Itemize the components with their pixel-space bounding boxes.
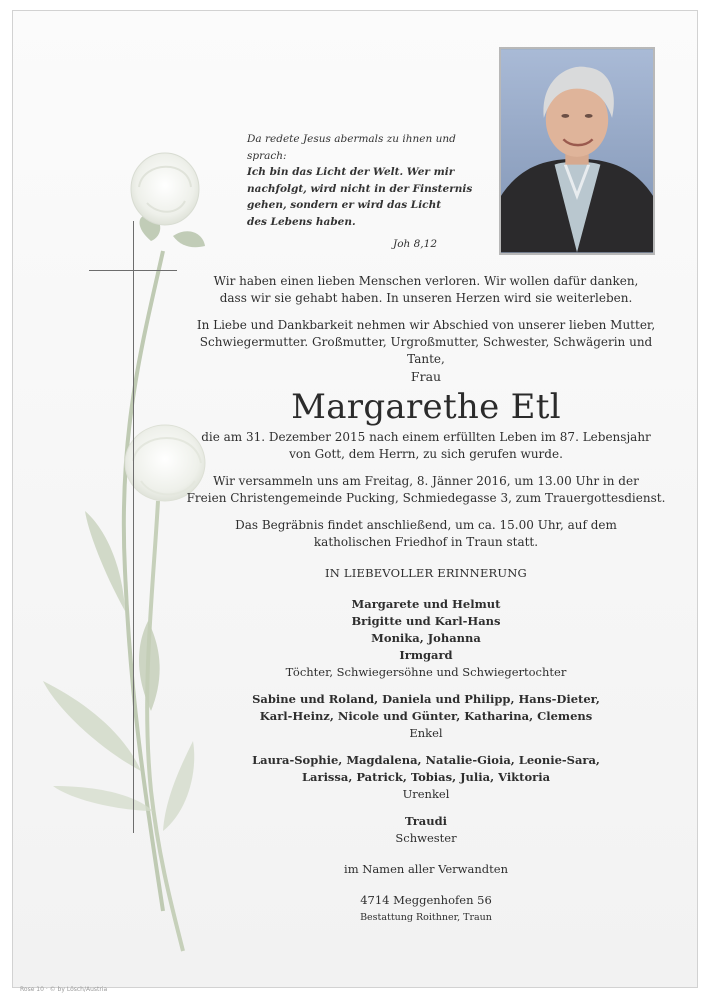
- mourner-name: Traudi: [404, 814, 447, 828]
- verse-quote-line: des Lebens haben.: [247, 215, 356, 228]
- verse-quote-line: gehen, sondern er wird das Licht: [247, 199, 442, 211]
- funeral-home: Bestattung Roithner, Traun: [360, 912, 492, 923]
- farewell-line: Schwiegermutter. Großmutter, Urgroßmutter, Schwester, Schwägerin und Tante,: [199, 335, 653, 366]
- mourner-name: Karl-Heinz, Nicole und Günter, Katharina, Clemens: [259, 709, 593, 723]
- portrait-photo: [499, 47, 655, 255]
- death-line: von Gott, dem Herrn, zu sich gerufen wurde.: [289, 447, 563, 461]
- deceased-name: Margarethe Etl: [291, 387, 561, 427]
- memory-heading: IN LIEBEVOLLER ERINNERUNG: [325, 566, 527, 580]
- salutation: Frau: [410, 369, 442, 384]
- death-line: die am 31. Dezember 2015 nach einem erfüllten Leben im 87. Lebensjahr: [201, 430, 651, 444]
- mourner-relation: Urenkel: [402, 787, 450, 801]
- burial-line: Das Begräbnis findet anschließend, um ca. 15.00 Uhr, auf dem: [235, 518, 617, 532]
- farewell-line: In Liebe und Dankbarkeit nehmen wir Abschied von unserer lieben Mutter,: [196, 318, 656, 332]
- mourner-name: Larissa, Patrick, Tobias, Julia, Viktoria: [301, 770, 551, 784]
- mourner-name: Monika, Johanna: [371, 631, 481, 645]
- mourner-name: Sabine und Roland, Daniela und Philipp, Hans-Dieter,: [252, 692, 600, 706]
- obituary-main-text: [181, 273, 671, 926]
- mourner-relation: Töchter, Schwiegersöhne und Schwiegertochter: [285, 665, 567, 679]
- intro-line: Wir haben einen lieben Menschen verloren. Wir wollen dafür danken,: [213, 274, 639, 288]
- mourner-name: Laura-Sophie, Magdalena, Natalie-Gioia, Leonie-Sara,: [252, 753, 600, 767]
- burial-line: katholischen Friedhof in Traun statt.: [313, 535, 539, 549]
- on-behalf-line: im Namen aller Verwandten: [344, 862, 508, 876]
- mourner-name: Margarete und Helmut: [351, 597, 501, 611]
- cross-horizontal-line: [89, 270, 177, 271]
- verse-intro-line: sprach:: [247, 149, 287, 162]
- mourner-relation: Schwester: [395, 831, 457, 845]
- bible-verse: [247, 131, 487, 253]
- verse-quote-line: nachfolgt, wird nicht in der Finsternis: [247, 182, 473, 195]
- intro-line: dass wir sie gehabt haben. In unseren Herzen wird sie weiterleben.: [219, 291, 633, 305]
- mourner-name: Brigitte und Karl-Hans: [351, 614, 501, 628]
- footer-note: Rose 10 · © by Lösch/Austria: [20, 986, 108, 993]
- mourner-relation: Enkel: [409, 726, 443, 740]
- cross-vertical-line: [133, 221, 134, 833]
- verse-intro-line: Da redete Jesus abermals zu ihnen und: [247, 133, 456, 145]
- address: 4714 Meggenhofen 56: [360, 893, 492, 907]
- obituary-card: [12, 10, 698, 988]
- verse-reference: Joh 8,12: [392, 238, 437, 250]
- verse-quote-line: Ich bin das Licht der Welt. Wer mir: [247, 166, 455, 178]
- mourner-name: Irmgard: [399, 648, 453, 662]
- service-line: Wir versammeln uns am Freitag, 8. Jänner 2016, um 13.00 Uhr in der: [213, 474, 639, 488]
- service-line: Freien Christengemeinde Pucking, Schmiedegasse 3, zum Trauergottesdienst.: [186, 491, 666, 505]
